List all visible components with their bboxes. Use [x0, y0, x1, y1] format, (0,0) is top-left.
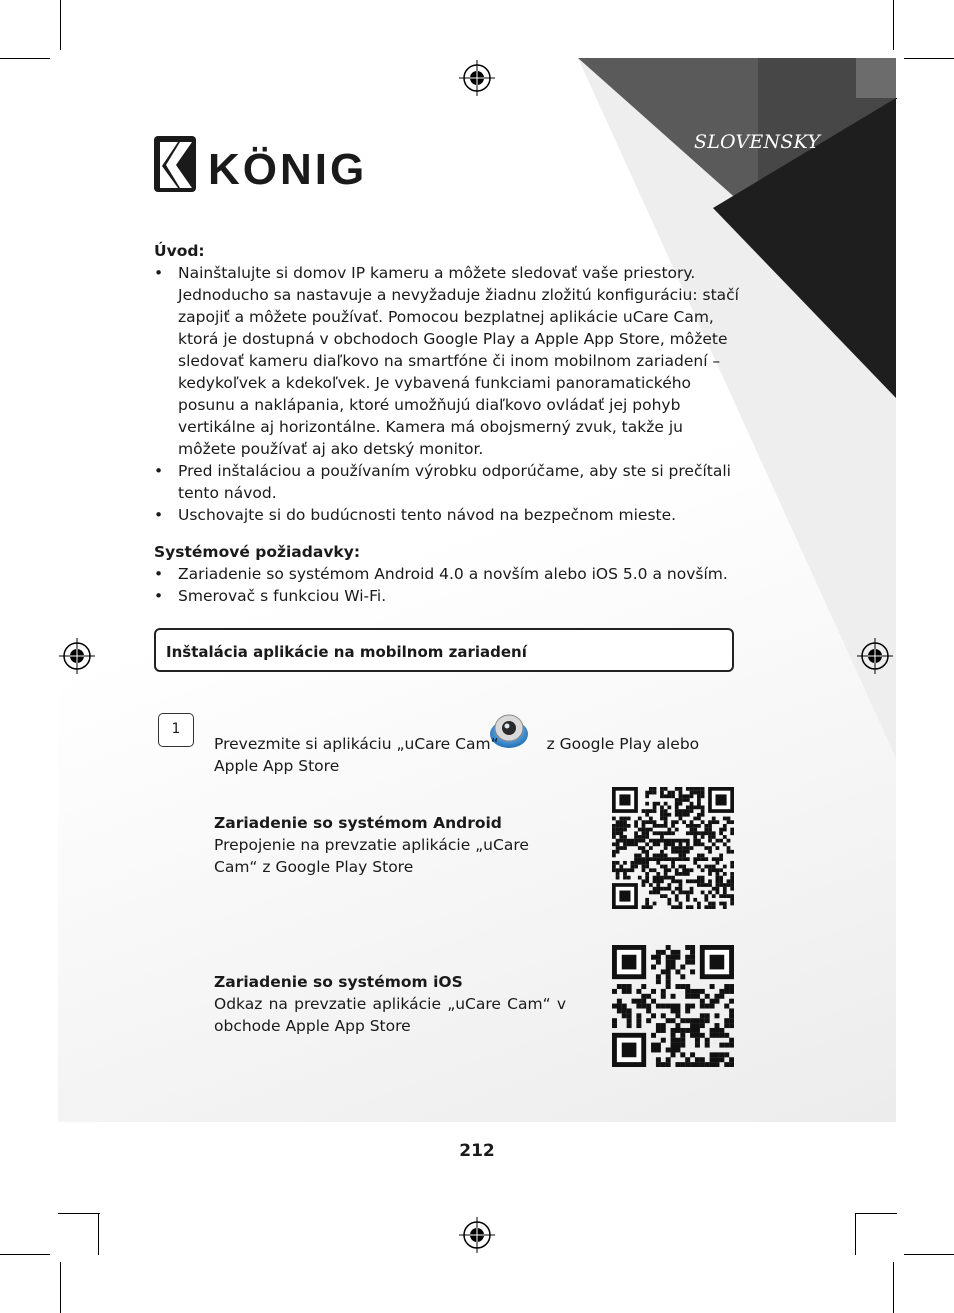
crop-mark	[98, 1213, 99, 1255]
page-number: 212	[459, 1141, 495, 1161]
qr-code-ios[interactable]	[612, 945, 734, 1067]
step-text-after: z Google Play alebo Apple App Store	[214, 735, 700, 775]
requirements-heading: Systémové požiadavky:	[154, 543, 361, 561]
crop-mark	[855, 1213, 897, 1214]
section-title: Inštalácia aplikácie na mobilnom zariadení	[154, 628, 734, 672]
registration-mark	[459, 1217, 495, 1253]
ios-title: Zariadenie so systémom iOS	[214, 973, 463, 991]
konig-logo-mark	[154, 134, 384, 196]
crop-mark	[60, 1262, 61, 1313]
list-item: • Pred inštaláciou a používaním výrobku odporúčame, aby ste si prečítali tento návod.	[154, 460, 744, 504]
konig-logo	[154, 134, 384, 200]
crop-mark	[893, 1262, 894, 1313]
android-title: Zariadenie so systémom Android	[214, 814, 502, 832]
list-item: • Nainštalujte si domov IP kameru a môžete sledovať vaše priestory. Jednoducho sa nastavuje a nevyžaduje žiadnu zložitú konfiguráciu: stačí zapojiť a môžete používať. Pomocou bezplatnej aplikácie uCare Cam, ktorá je dostupná v obchodoch Google Play a Apple App Store, môžete sledovať kameru diaľkovo na smartfóne či inom mobilnom zariadení – kedykoľvek a kdekoľvek. Je vybavená funkciami panoramatického posunu a naklápania, ktoré umožňujú diaľkovo ovládať jej pohyb vertikálne aj horizontálne. Kamera má obojsmerný zvuk, takže ju môžete používať aj ako detský monitor.	[154, 262, 744, 460]
crop-mark	[60, 0, 61, 50]
list-item: • Zariadenie so systémom Android 4.0 a novším alebo iOS 5.0 a novším.	[154, 563, 744, 585]
crop-mark	[0, 1254, 50, 1255]
svg-text:KÖNIG: KÖNIG	[208, 145, 368, 194]
list-item: • Smerovač s funkciou Wi-Fi.	[154, 585, 744, 607]
crop-mark	[0, 58, 50, 59]
registration-mark	[59, 638, 95, 674]
qr-code-android[interactable]	[612, 787, 734, 909]
step-number: 1	[158, 713, 194, 747]
intro-list	[154, 262, 744, 526]
list-item: • Uschovajte si do budúcnosti tento návod na bezpečnom mieste.	[154, 504, 744, 526]
step-instruction	[214, 733, 739, 777]
requirements-list	[154, 563, 744, 607]
registration-mark	[857, 638, 893, 674]
ios-block	[214, 971, 566, 1037]
crop-mark	[855, 1213, 856, 1255]
crop-mark	[893, 0, 894, 50]
step-text-before: Prevezmite si aplikáciu „uCare Cam“	[214, 735, 499, 753]
android-description: Prepojenie na prevzatie aplikácie „uCare Cam“ z Google Play Store	[214, 836, 529, 876]
requirements-section	[154, 541, 744, 607]
registration-mark	[459, 60, 495, 96]
android-block	[214, 812, 566, 878]
crop-mark	[58, 1213, 100, 1214]
intro-heading: Úvod:	[154, 242, 205, 260]
ios-description: Odkaz na prevzatie aplikácie „uCare Cam“ v obchode Apple App Store	[214, 995, 566, 1035]
crop-mark	[904, 58, 954, 59]
intro-section	[154, 240, 744, 526]
crop-mark	[904, 1254, 954, 1255]
language-label: SLOVENSKY	[694, 131, 821, 153]
